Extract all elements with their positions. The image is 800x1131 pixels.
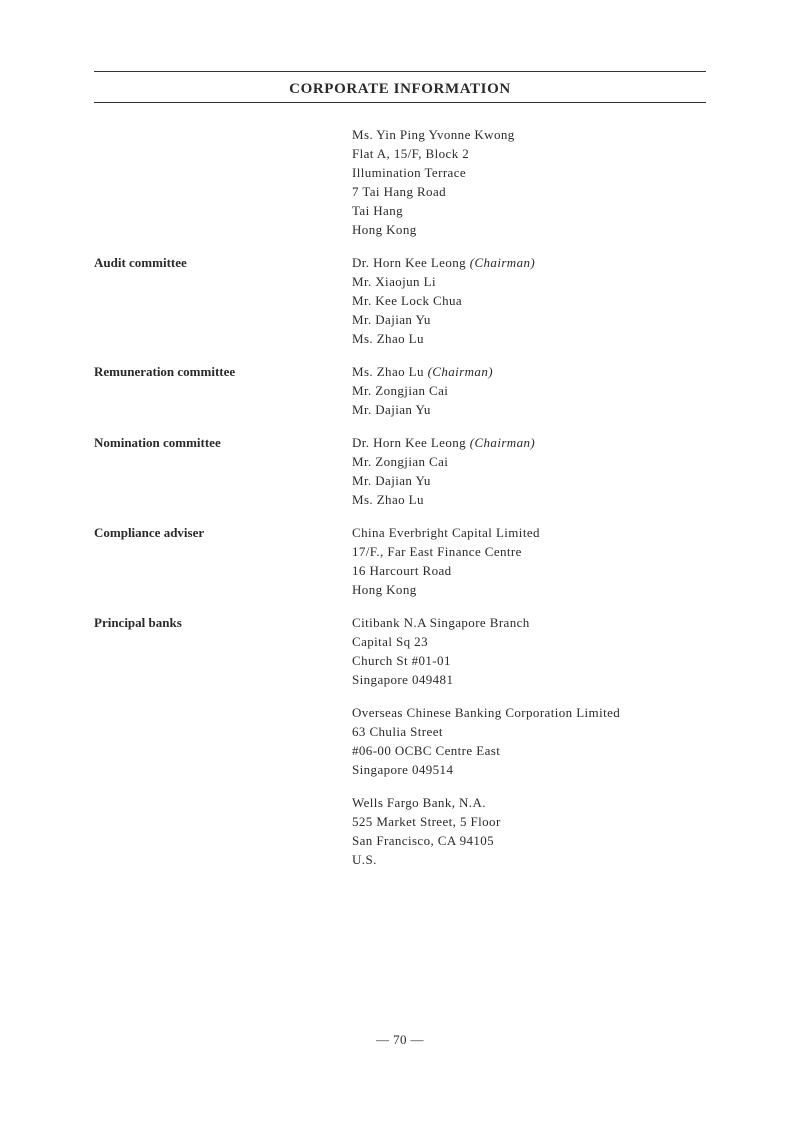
text-line: Ms. Zhao Lu (352, 331, 424, 346)
address-block (352, 433, 706, 509)
text-line: Hong Kong (352, 222, 417, 237)
text-line: Citibank N.A Singapore Branch (352, 615, 530, 630)
info-section (94, 362, 706, 419)
text-line: San Francisco, CA 94105 (352, 833, 495, 848)
address-block (352, 703, 706, 779)
info-section (94, 253, 706, 348)
text-line: 16 Harcourt Road (352, 563, 452, 578)
section-value (352, 433, 706, 509)
text-line: Flat A, 15/F, Block 2 (352, 146, 470, 161)
section-value (352, 125, 706, 239)
section-label: Nomination committee (94, 435, 221, 450)
text-line: Illumination Terrace (352, 165, 467, 180)
page-number: — 70 — (376, 1032, 424, 1047)
text-line: Singapore 049514 (352, 762, 454, 777)
text-line: 63 Chulia Street (352, 724, 443, 739)
member-role: (Chairman) (427, 364, 493, 379)
member-name: Dr. Horn Kee Leong (352, 255, 467, 270)
section-label: Audit committee (94, 255, 187, 270)
text-line: Mr. Dajian Yu (352, 473, 431, 488)
text-line: Mr. Kee Lock Chua (352, 293, 463, 308)
text-line: Overseas Chinese Banking Corporation Limited (352, 705, 621, 720)
address-block (352, 613, 706, 689)
section-label: Compliance adviser (94, 525, 205, 540)
address-block (352, 523, 706, 599)
member-line (352, 253, 706, 272)
text-line: Mr. Zongjian Cai (352, 454, 449, 469)
section-label (94, 125, 352, 239)
text-line: Wells Fargo Bank, N.A. (352, 795, 486, 810)
text-line: Mr. Xiaojun Li (352, 274, 436, 289)
member-name: Ms. Zhao Lu (352, 364, 424, 379)
page-header (94, 71, 706, 103)
text-line: China Everbright Capital Limited (352, 525, 540, 540)
section-value (352, 613, 706, 869)
address-block (352, 125, 706, 239)
member-name: Dr. Horn Kee Leong (352, 435, 467, 450)
member-role: (Chairman) (469, 255, 536, 270)
member-line (352, 433, 706, 452)
info-section (94, 523, 706, 599)
text-line: Church St #01-01 (352, 653, 451, 668)
text-line: Ms. Yin Ping Yvonne Kwong (352, 127, 515, 142)
header-bottom-rule (94, 102, 706, 103)
text-line: U.S. (352, 852, 377, 867)
text-line: 17/F., Far East Finance Centre (352, 544, 522, 559)
member-role: (Chairman) (469, 435, 536, 450)
text-line: Capital Sq 23 (352, 634, 428, 649)
address-block (352, 793, 706, 869)
text-line: 525 Market Street, 5 Floor (352, 814, 501, 829)
info-section (94, 125, 706, 239)
section-value (352, 253, 706, 348)
corporate-info-list (94, 125, 706, 883)
text-line: Mr. Dajian Yu (352, 312, 431, 327)
text-line: Mr. Zongjian Cai (352, 383, 449, 398)
section-value (352, 362, 706, 419)
text-line: Tai Hang (352, 203, 404, 218)
member-line (352, 362, 706, 381)
page-title: CORPORATE INFORMATION (289, 81, 511, 97)
address-block (352, 362, 706, 419)
section-label: Remuneration committee (94, 364, 236, 379)
text-line: Mr. Dajian Yu (352, 402, 431, 417)
text-line: #06-00 OCBC Centre East (352, 743, 501, 758)
section-value (352, 523, 706, 599)
info-section (94, 433, 706, 509)
text-line: Hong Kong (352, 582, 417, 597)
text-line: Ms. Zhao Lu (352, 492, 424, 507)
address-block (352, 253, 706, 348)
text-line: 7 Tai Hang Road (352, 184, 447, 199)
info-section (94, 613, 706, 869)
section-label: Principal banks (94, 615, 182, 630)
text-line: Singapore 049481 (352, 672, 454, 687)
